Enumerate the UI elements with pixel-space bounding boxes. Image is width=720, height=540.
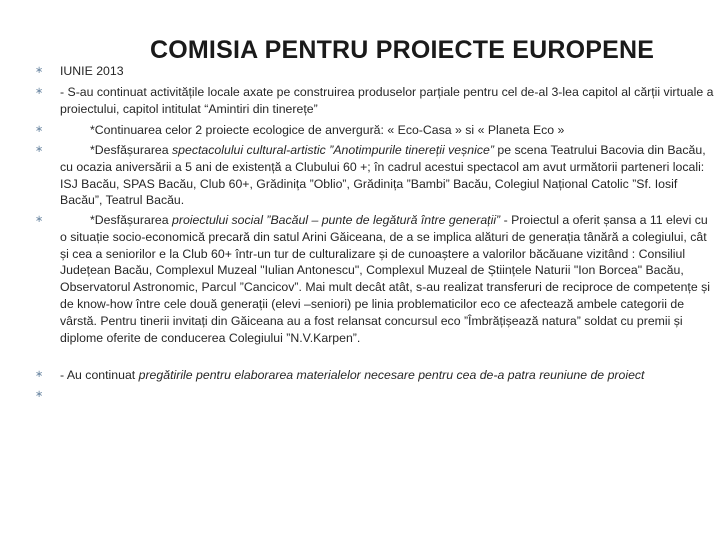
item-text: - Proiectul a oferit șansa a 11 elevi cu o situație socio-economică precară din satul Arini Găiceana, de a se implica alături de generația tânără a colegiului, cât și cea a seniorilor e la Club 60+ într-un tur de culturalizare și de cunoaștere a valorilor băcăuane vizitând : Consiliul Județean Bacău, Complexul Muzeal "Iulian Antonescu", Complexul Muzeal de Științele Naturii "Ion Borcea" Bacău, Observatorul Astronomic, Parcul ”Cancicov”. Mai mult decât atât, s-au realizat transferuri de reciproce de competențe și de know-how între cele două generații (elevi –seniori) pe linia problematicilor eco ce afectează ambele categorii de vârstă. Pentru tinerii invitați din Găiceana au a fost relansat concursul eco ”Îmbrățișează natura” soldat cu premii și diplome oferite de conducerea Colegiului ”N.V.Karpen”.: [60, 213, 710, 345]
bullet-marker: ∗: [35, 389, 44, 400]
list-item: [60, 212, 716, 346]
list-item: [60, 142, 716, 209]
bullet-marker: ∗: [35, 86, 44, 97]
bullet-marker: ∗: [35, 214, 44, 225]
bullet-marker: ∗: [35, 144, 44, 155]
item-lead: - Au continuat: [60, 368, 139, 382]
bullet-marker: ∗: [35, 369, 44, 380]
item-text: IUNIE 2013: [60, 64, 124, 78]
item-text: pe scena Teatrului Bacovia din Bacău, cu ocazia aniversării a 5 ani de existență a Clubului 60 +; în cadrul acestui spectacol am avut următorii parteneri locali: ISJ Bacău, SPAS Bacău, Club 60+, Grădinița ”Oblio”, Grădinița ”Bambi” Bacău, Colegiul Național Catolic ”Sf. Iosif Bacău”, Teatrul Bacău.: [60, 143, 706, 208]
item-emphasis: spectacolului cultural-artistic ”Anotimpurile tinereții veșnice”: [172, 143, 494, 157]
item-lead: *Desfășurarea: [90, 213, 173, 227]
bullet-marker: ∗: [35, 124, 44, 135]
item-text: - S-au continuat activitățile locale axate pe construirea produselor parțiale pentru cel de-al 3-lea capitol al cărții virtuale a proiectului, capitol intitulat “Amintiri din tinerețe”: [60, 85, 714, 116]
list-item: [60, 122, 716, 139]
item-text: *Continuarea celor 2 proiecte ecologice de anvergură: « Eco-Casa » si « Planeta Eco »: [90, 123, 565, 137]
item-emphasis: pregătirile pentru elaborarea materialelor necesare pentru cea de-a patra reuniune de proiect: [138, 368, 645, 382]
item-lead: *Desfășurarea: [90, 143, 173, 157]
item-emphasis: proiectului social ”Bacăul – punte de legătură între generații”: [172, 213, 501, 227]
bullet-marker: ∗: [35, 65, 44, 76]
slide-title: COMISIA PENTRU PROIECTE EUROPENE: [150, 36, 655, 64]
list-item-date: [60, 63, 716, 80]
list-item: [60, 84, 716, 118]
list-item: [60, 367, 716, 384]
